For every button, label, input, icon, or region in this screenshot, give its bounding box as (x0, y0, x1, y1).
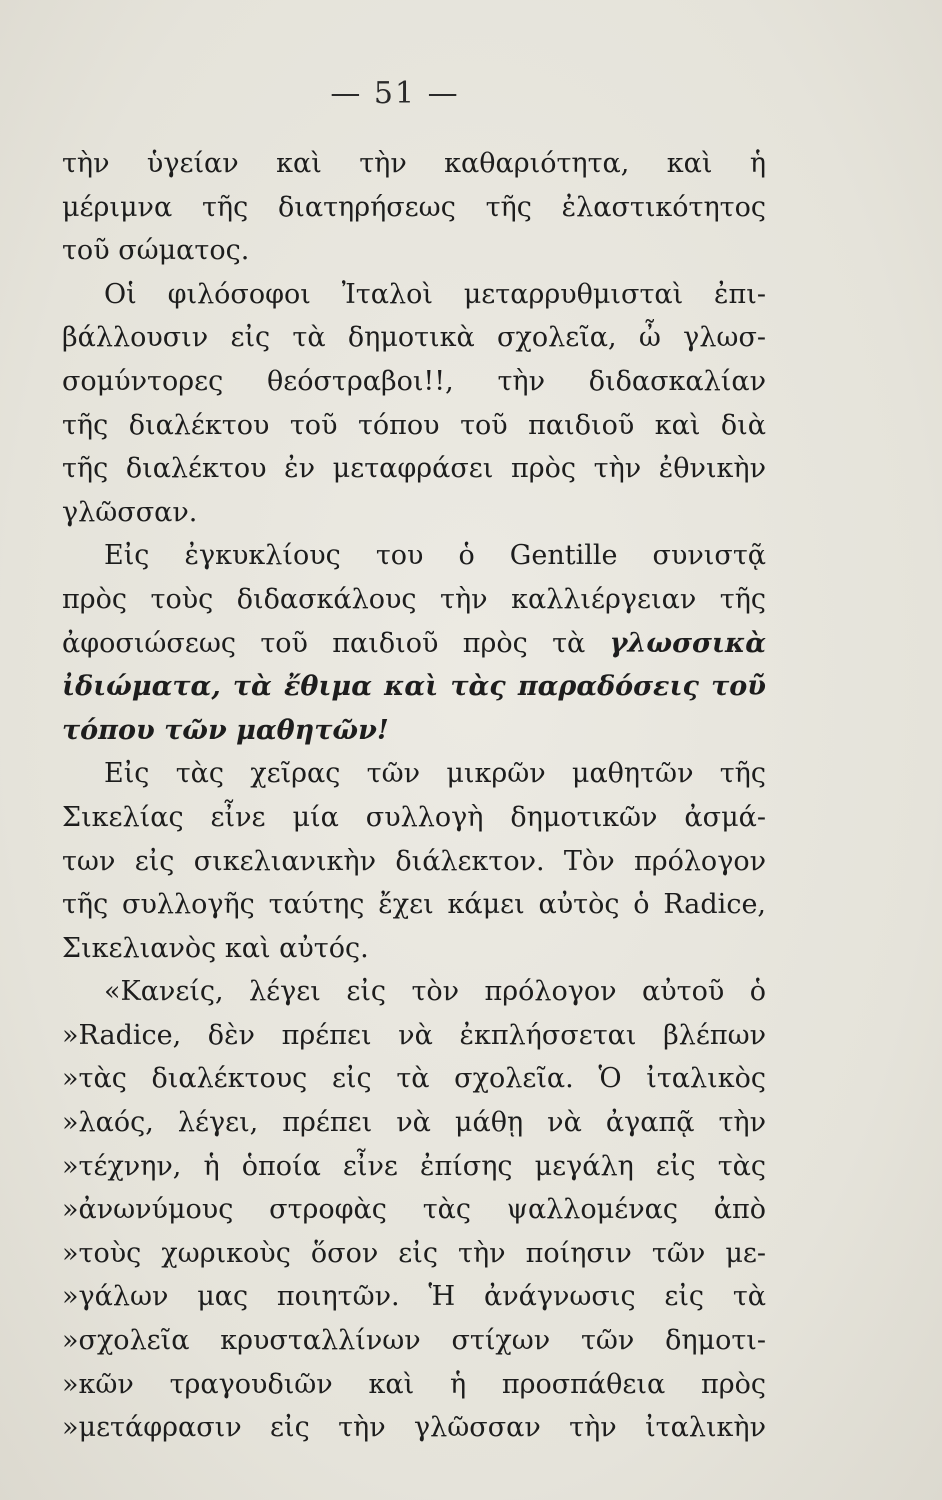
text-line-content: ἀφοσιώσεως τοῦ παιδιοῦ πρὸς τὰ (62, 627, 610, 659)
text-line (62, 927, 766, 971)
text-line-content: τῆς διαλέκτου ἐν μεταφράσει πρὸς τὴν ἐθνικὴν (62, 453, 766, 485)
text-line-content: τῆς συλλογῆς ταύτης ἔχει κάμει αὐτὸς ὁ Radice, (62, 889, 766, 921)
text-line-content: γλῶσσαν. (62, 496, 198, 528)
text-line (62, 622, 766, 666)
text-line (62, 273, 766, 317)
text-line (62, 970, 766, 1014)
text-line-content: τὴν ὑγείαν καὶ τὴν καθαριότητα, καὶ ἡ (62, 148, 766, 179)
text-line (62, 665, 766, 709)
text-line-content: »τέχνην, ἡ ὁποία εἶνε ἐπίσης μεγάλη εἰς τὰς (62, 1150, 766, 1182)
text-line-content: Οἱ φιλόσοφοι Ἰταλοὶ μεταρρυθμισταὶ ἐπι- (104, 278, 766, 310)
text-line (62, 404, 766, 448)
text-line-content: Εἰς τὰς χεῖρας τῶν μικρῶν μαθητῶν τῆς (104, 758, 766, 790)
text-line (62, 709, 766, 753)
text-line-content: τοῦ σώματος. (62, 235, 250, 267)
text-line-content: βάλλουσιν εἰς τὰ δημοτικὰ σχολεῖα, ὦ γλωσ- (62, 322, 766, 354)
text-line (62, 1406, 766, 1450)
text-line (62, 534, 766, 578)
text-line (62, 316, 766, 360)
text-line (62, 1275, 766, 1319)
text-line (62, 1363, 766, 1407)
text-line (62, 491, 766, 535)
text-line (62, 186, 766, 230)
text-line-content: σομύντορες θεόστραβοι!!, τὴν διδασκαλίαν (62, 365, 766, 397)
text-line-content: Σικελίας εἶνε μία συλλογὴ δημοτικῶν ἀσμά- (62, 801, 766, 833)
emphasized-text: γλωσσικὰ (609, 627, 766, 659)
text-line (62, 883, 766, 927)
text-line (62, 142, 766, 186)
text-line-content: των εἰς σικελιανικὴν διάλεκτον. Τὸν πρόλογον (62, 845, 766, 877)
text-line-content: »Radice, δὲν πρέπει νὰ ἐκπλήσσεται βλέπων (62, 1019, 766, 1051)
text-line (62, 360, 766, 404)
page-number: — 51 — (330, 76, 460, 111)
text-line-content: »μετάφρασιν εἰς τὴν γλῶσσαν τὴν ἰταλικὴν (62, 1412, 766, 1444)
text-line (62, 1188, 766, 1232)
text-line (62, 840, 766, 884)
text-line-content: »κῶν τραγουδιῶν καὶ ἡ προσπάθεια πρὸς (62, 1368, 766, 1400)
text-line (62, 578, 766, 622)
text-line (62, 1145, 766, 1189)
text-line-content: »τοὺς χωρικοὺς ὅσον εἰς τὴν ποίησιν τῶν με- (62, 1237, 766, 1269)
text-line-content: »λαός, λέγει, πρέπει νὰ μάθῃ νὰ ἀγαπᾷ τὴν (62, 1107, 766, 1139)
text-line-content: Εἰς ἐγκυκλίους του ὁ Gentille συνιστᾷ (104, 540, 766, 572)
emphasized-text: τόπου τῶν μαθητῶν! (62, 714, 389, 746)
text-line-content: μέριμνα τῆς διατηρήσεως τῆς ἐλαστικότητος (62, 191, 766, 223)
body-text (62, 142, 766, 1450)
text-line (62, 447, 766, 491)
text-line-content: Σικελιανὸς καὶ αὐτός. (62, 932, 369, 964)
text-line-content: »σχολεῖα κρυσταλλίνων στίχων τῶν δημοτι- (62, 1325, 766, 1357)
text-line (62, 1232, 766, 1276)
text-line-content: πρὸς τοὺς διδασκάλους τὴν καλλιέργειαν τῆς (62, 583, 766, 615)
text-line-content: »γάλων μας ποιητῶν. Ἡ ἀνάγνωσις εἰς τὰ (62, 1281, 766, 1313)
text-line (62, 1319, 766, 1363)
emphasized-text: ἰδιώματα, τὰ ἔθιμα καὶ τὰς παραδόσεις τοῦ (62, 671, 766, 703)
text-line (62, 1101, 766, 1145)
text-line-content: »ἀνωνύμους στροφὰς τὰς ψαλλομένας ἀπὸ (62, 1194, 766, 1226)
text-line (62, 1014, 766, 1058)
text-line-content: »τὰς διαλέκτους εἰς τὰ σχολεῖα. Ὁ ἰταλικὸς (62, 1063, 766, 1095)
text-line (62, 1057, 766, 1101)
text-line-content: τῆς διαλέκτου τοῦ τόπου τοῦ παιδιοῦ καὶ διὰ (62, 409, 766, 441)
text-line-content: «Κανείς, λέγει εἰς τὸν πρόλογον αὐτοῦ ὁ (104, 976, 766, 1008)
text-line (62, 796, 766, 840)
text-line (62, 752, 766, 796)
text-line (62, 229, 766, 273)
